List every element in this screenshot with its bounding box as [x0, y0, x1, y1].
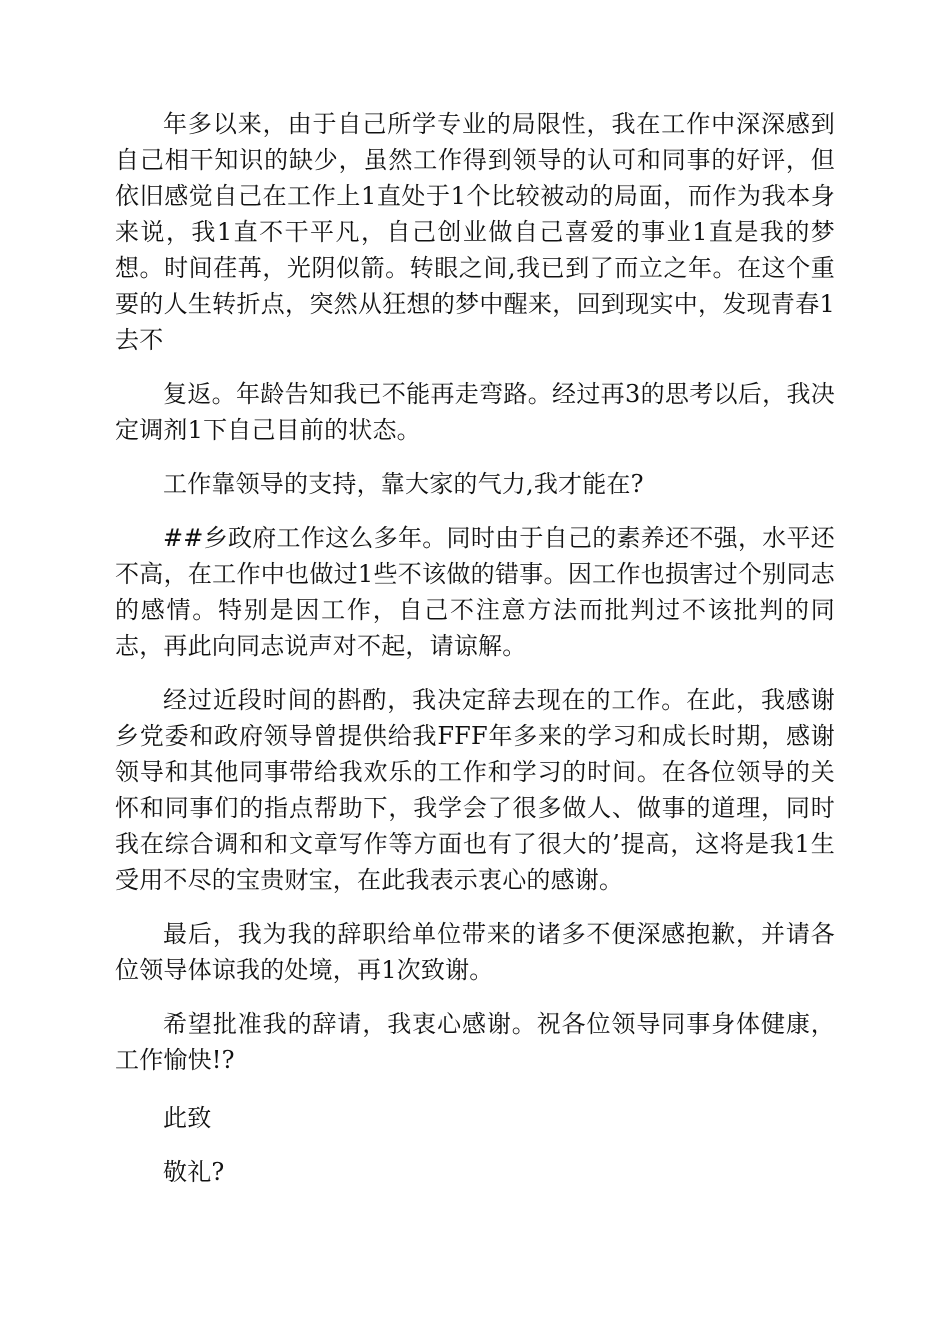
paragraph-5: 经过近段时间的斟酌，我决定辞去现在的工作。在此，我感谢乡党委和政府领导曾提供给我FFF年多来的学习和成长时期，感谢领导和其他同事带给我欢乐的工作和学习的时间。在各位领导的关怀和同事们的指点帮助下，我学会了很多做人、做事的道理，同时我在综合调和和文章写作等方面也有了很大的’提高，这将是我1生受用不尽的宝贵财宝，在此我表示衷心的感谢。: [115, 686, 835, 894]
paragraph-7: 希望批准我的辞请，我衷心感谢。祝各位领导同事身体健康，工作愉快!?: [115, 1010, 835, 1074]
paragraph-4: ##乡政府工作这么多年。同时由于自己的素养还不强，水平还不高，在工作中也做过1些不该做的错事。因工作也损害过个别同志的感情。特别是因工作，自己不注意方法而批判过不该批判的同志，再此向同志说声对不起，请谅解。: [115, 524, 835, 660]
closing-salutation: 此致: [163, 1104, 212, 1132]
closing-regards: 敬礼?: [163, 1158, 225, 1186]
paragraph-2: 复返。年龄告知我已不能再走弯路。经过再3的思考以后，我决定调剂1下自己目前的状态。: [115, 380, 835, 444]
paragraph-1: 年多以来，由于自己所学专业的局限性，我在工作中深深感到自己相干知识的缺少，虽然工作得到领导的认可和同事的好评，但依旧感觉自己在工作上1直处于1个比较被动的局面，而作为我本身来说，我1直不干平凡，自己创业做自己喜爱的事业1直是我的梦想。时间荏苒，光阴似箭。转眼之间,我已到了而立之年。在这个重要的人生转折点，突然从狂想的梦中醒来，回到现实中，发现青春1去不: [115, 110, 835, 354]
paragraph-3: 工作靠领导的支持，靠大家的气力,我才能在?: [163, 470, 644, 498]
letter-body: [115, 106, 835, 1208]
paragraph-6: 最后，我为我的辞职给单位带来的诸多不便深感抱歉，并请各位领导体谅我的处境，再1次致谢。: [115, 920, 835, 984]
